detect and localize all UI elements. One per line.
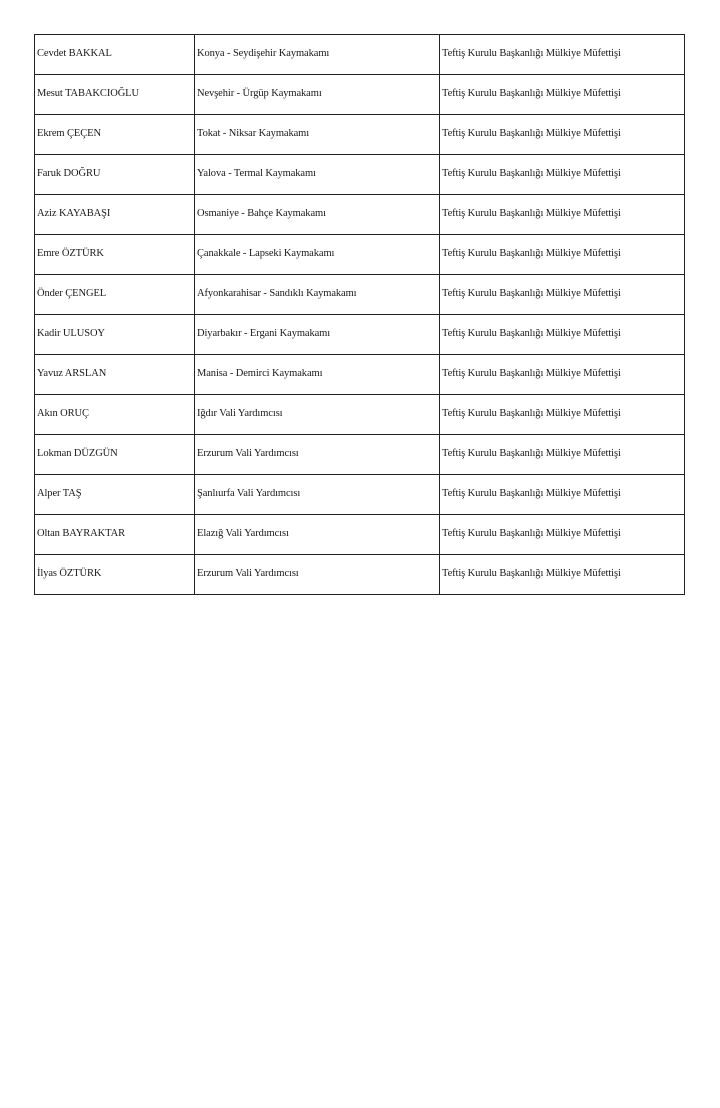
person-name-cell: Akın ORUÇ xyxy=(35,395,195,435)
table-row xyxy=(35,115,685,155)
person-name-cell: Oltan BAYRAKTAR xyxy=(35,515,195,555)
current-post-cell: Afyonkarahisar - Sandıklı Kaymakamı xyxy=(195,275,440,315)
person-name-cell: Önder ÇENGEL xyxy=(35,275,195,315)
new-post-cell: Teftiş Kurulu Başkanlığı Mülkiye Müfettişi xyxy=(440,115,685,155)
current-post-cell: Nevşehir - Ürgüp Kaymakamı xyxy=(195,75,440,115)
current-post-cell: Çanakkale - Lapseki Kaymakamı xyxy=(195,235,440,275)
current-post-cell: Erzurum Vali Yardımcısı xyxy=(195,555,440,595)
person-name-cell: Mesut TABAKCIOĞLU xyxy=(35,75,195,115)
current-post-cell: Erzurum Vali Yardımcısı xyxy=(195,435,440,475)
current-post-cell: Şanlıurfa Vali Yardımcısı xyxy=(195,475,440,515)
table-row xyxy=(35,195,685,235)
person-name-cell: Emre ÖZTÜRK xyxy=(35,235,195,275)
table-row xyxy=(35,555,685,595)
table-row xyxy=(35,35,685,75)
table-row xyxy=(35,355,685,395)
new-post-cell: Teftiş Kurulu Başkanlığı Mülkiye Müfettişi xyxy=(440,275,685,315)
table-row xyxy=(35,315,685,355)
person-name-cell: Cevdet BAKKAL xyxy=(35,35,195,75)
table-row xyxy=(35,395,685,435)
new-post-cell: Teftiş Kurulu Başkanlığı Mülkiye Müfettişi xyxy=(440,355,685,395)
person-name-cell: Faruk DOĞRU xyxy=(35,155,195,195)
new-post-cell: Teftiş Kurulu Başkanlığı Mülkiye Müfettişi xyxy=(440,555,685,595)
table-row xyxy=(35,515,685,555)
current-post-cell: Osmaniye - Bahçe Kaymakamı xyxy=(195,195,440,235)
new-post-cell: Teftiş Kurulu Başkanlığı Mülkiye Müfettişi xyxy=(440,395,685,435)
current-post-cell: Diyarbakır - Ergani Kaymakamı xyxy=(195,315,440,355)
new-post-cell: Teftiş Kurulu Başkanlığı Mülkiye Müfettişi xyxy=(440,435,685,475)
current-post-cell: Tokat - Niksar Kaymakamı xyxy=(195,115,440,155)
new-post-cell: Teftiş Kurulu Başkanlığı Mülkiye Müfettişi xyxy=(440,235,685,275)
person-name-cell: Yavuz ARSLAN xyxy=(35,355,195,395)
current-post-cell: Konya - Seydişehir Kaymakamı xyxy=(195,35,440,75)
new-post-cell: Teftiş Kurulu Başkanlığı Mülkiye Müfettişi xyxy=(440,35,685,75)
table-row xyxy=(35,235,685,275)
table-row xyxy=(35,155,685,195)
new-post-cell: Teftiş Kurulu Başkanlığı Mülkiye Müfettişi xyxy=(440,475,685,515)
current-post-cell: Yalova - Termal Kaymakamı xyxy=(195,155,440,195)
table-row xyxy=(35,275,685,315)
table-row xyxy=(35,435,685,475)
new-post-cell: Teftiş Kurulu Başkanlığı Mülkiye Müfettişi xyxy=(440,515,685,555)
person-name-cell: Lokman DÜZGÜN xyxy=(35,435,195,475)
person-name-cell: İlyas ÖZTÜRK xyxy=(35,555,195,595)
current-post-cell: Iğdır Vali Yardımcısı xyxy=(195,395,440,435)
current-post-cell: Manisa - Demirci Kaymakamı xyxy=(195,355,440,395)
new-post-cell: Teftiş Kurulu Başkanlığı Mülkiye Müfettişi xyxy=(440,195,685,235)
person-name-cell: Kadir ULUSOY xyxy=(35,315,195,355)
appointment-table-body xyxy=(35,35,685,595)
appointment-table xyxy=(34,34,685,595)
person-name-cell: Ekrem ÇEÇEN xyxy=(35,115,195,155)
current-post-cell: Elazığ Vali Yardımcısı xyxy=(195,515,440,555)
new-post-cell: Teftiş Kurulu Başkanlığı Mülkiye Müfettişi xyxy=(440,75,685,115)
person-name-cell: Alper TAŞ xyxy=(35,475,195,515)
table-row xyxy=(35,75,685,115)
new-post-cell: Teftiş Kurulu Başkanlığı Mülkiye Müfettişi xyxy=(440,155,685,195)
table-row xyxy=(35,475,685,515)
new-post-cell: Teftiş Kurulu Başkanlığı Mülkiye Müfettişi xyxy=(440,315,685,355)
person-name-cell: Aziz KAYABAŞI xyxy=(35,195,195,235)
